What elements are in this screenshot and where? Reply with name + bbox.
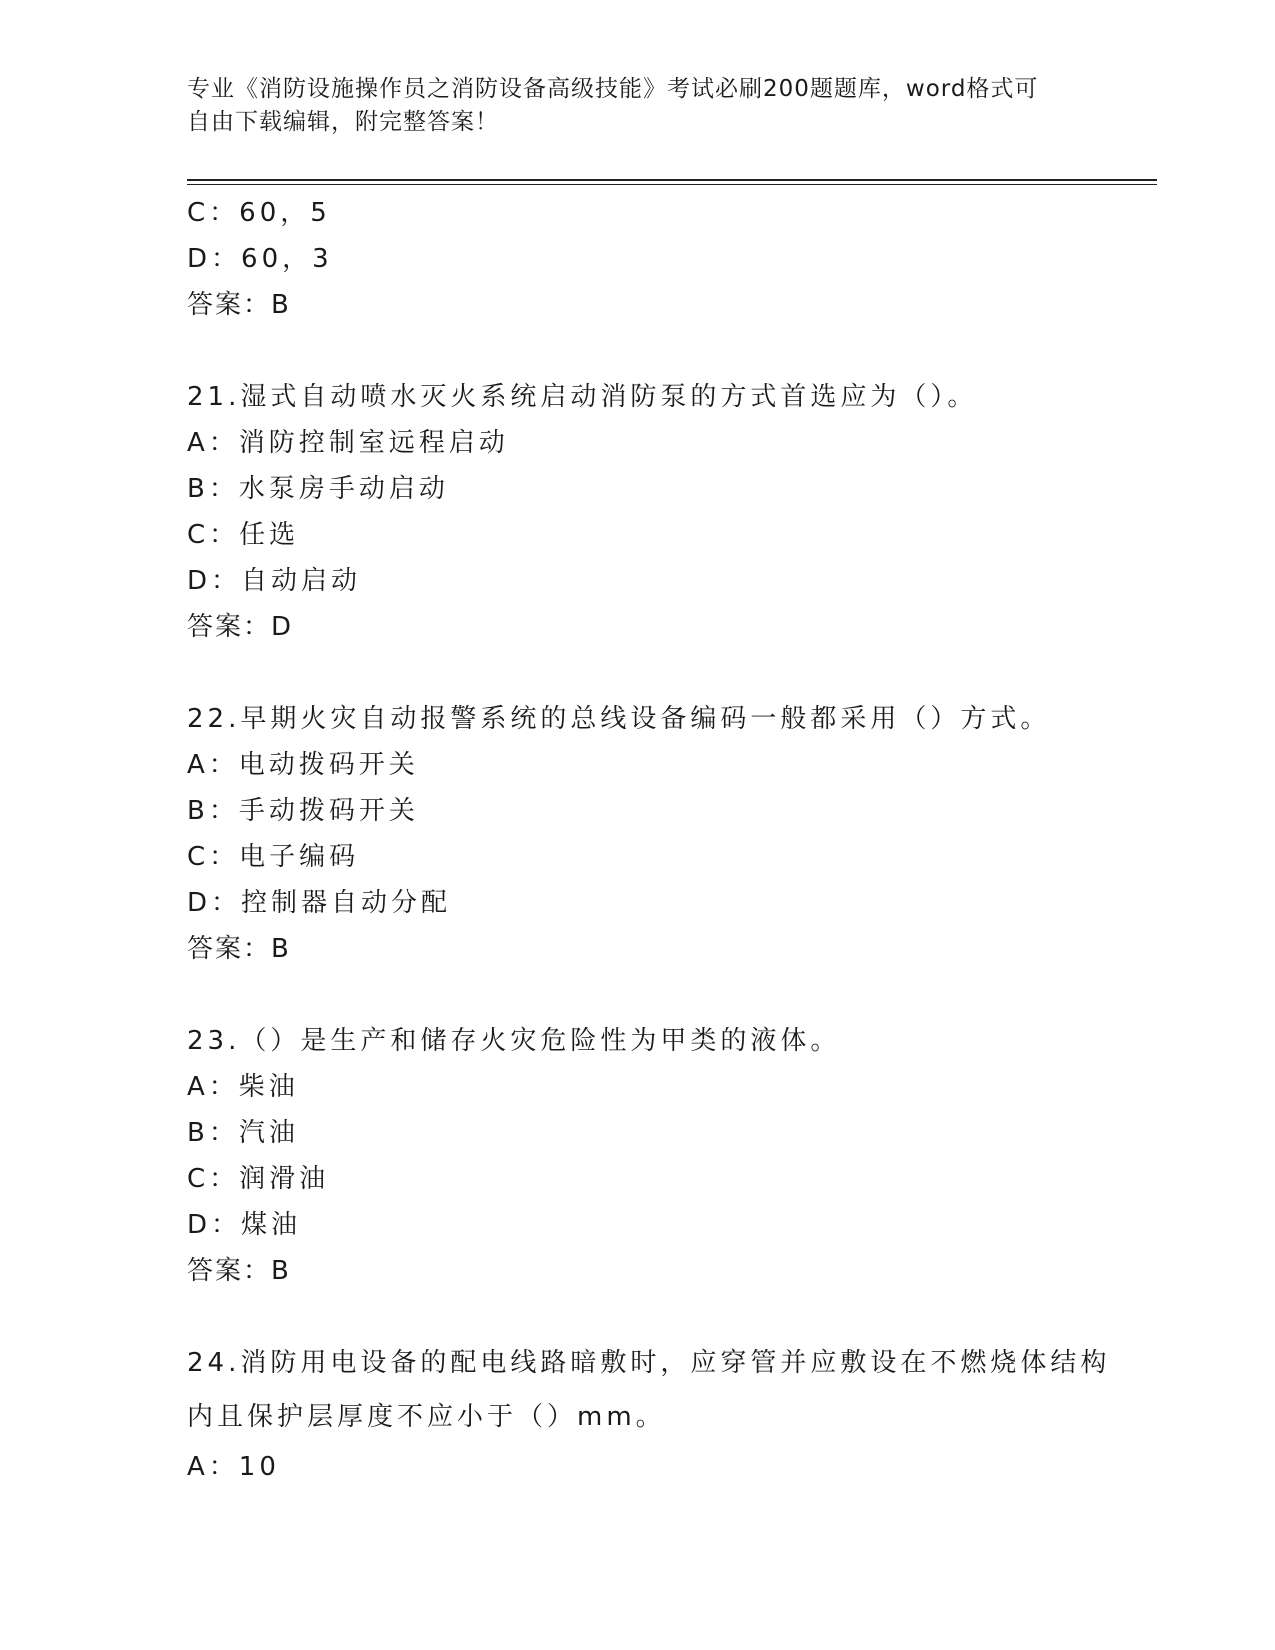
option-a: A：电动拨码开关 xyxy=(187,750,419,780)
question-text-line-2: 内且保护层厚度不应小于（）mm。 xyxy=(187,1402,666,1432)
question-text: 21.湿式自动喷水灭火系统启动消防泵的方式首选应为（）。 xyxy=(187,382,978,412)
option-d: D：60，3 xyxy=(187,244,333,274)
document-header xyxy=(187,73,1087,139)
option-c: C：润滑油 xyxy=(187,1164,330,1194)
answer-line: 答案：B xyxy=(187,1256,291,1286)
question-text-line-1: 24.消防用电设备的配电线路暗敷时，应穿管并应敷设在不燃烧体结构 xyxy=(187,1348,1111,1378)
header-rule-thin xyxy=(187,184,1157,185)
answer-line: 答案：D xyxy=(187,612,294,642)
previous-question-tail xyxy=(187,190,1087,328)
header-line-2: 自由下载编辑，附完整答案！ xyxy=(187,109,499,135)
question-23 xyxy=(187,1018,1087,1294)
header-line-1: 专业《消防设施操作员之消防设备高级技能》考试必刷200题题库，word格式可 xyxy=(187,76,1039,102)
option-b: B：手动拨码开关 xyxy=(187,796,419,826)
option-b: B：水泵房手动启动 xyxy=(187,474,449,504)
header-rule-thick xyxy=(187,179,1157,181)
option-b: B：汽油 xyxy=(187,1118,299,1148)
question-21 xyxy=(187,374,1087,650)
question-22 xyxy=(187,696,1087,972)
option-a: A：消防控制室远程启动 xyxy=(187,428,509,458)
option-a: A：10 xyxy=(187,1452,280,1482)
question-24 xyxy=(187,1340,1111,1490)
option-a: A：柴油 xyxy=(187,1072,299,1102)
option-d: D：控制器自动分配 xyxy=(187,888,452,918)
answer-line: 答案：B xyxy=(187,934,291,964)
option-c: C：60，5 xyxy=(187,198,331,228)
answer-line: 答案：B xyxy=(187,290,291,320)
option-c: C：电子编码 xyxy=(187,842,360,872)
option-c: C：任选 xyxy=(187,520,300,550)
option-d: D：自动启动 xyxy=(187,566,362,596)
question-text: 22.早期火灾自动报警系统的总线设备编码一般都采用（）方式。 xyxy=(187,704,1051,734)
question-text: 23.（）是生产和储存火灾危险性为甲类的液体。 xyxy=(187,1026,841,1056)
option-d: D：煤油 xyxy=(187,1210,302,1240)
question-list xyxy=(187,190,1111,1490)
